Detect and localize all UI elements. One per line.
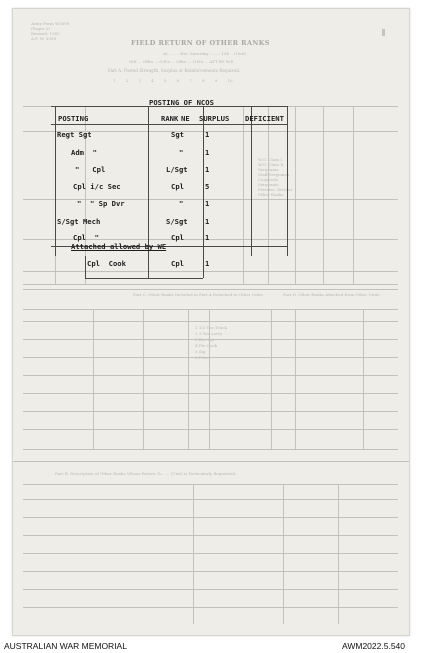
row-posting: Cpl i/c Sec bbox=[73, 182, 121, 191]
header-line-1: At ........ Hrs. Saturday ........ 194 .. (Unit) bbox=[163, 51, 246, 56]
grid-line bbox=[188, 309, 189, 449]
part-b-heading: Part B. Description of Other Ranks Whose Return To ..... (Unit) is Particularly Requested. bbox=[55, 471, 237, 476]
typed-rule bbox=[203, 256, 204, 278]
typed-rule bbox=[148, 256, 149, 278]
typed-rule bbox=[85, 278, 203, 279]
grid-line bbox=[338, 484, 339, 624]
grid-line bbox=[23, 553, 398, 554]
row-rank: " bbox=[179, 199, 184, 208]
part-a-heading: Part A. Posted Strength, Surplus or Reinforcements Required. bbox=[108, 68, 241, 73]
grid-line bbox=[23, 607, 398, 608]
typed-rule bbox=[148, 106, 149, 256]
part-c-heading: Part C. Other Ranks Included in Part A Detached to Other Units. bbox=[133, 292, 265, 297]
row-ne: 1 bbox=[205, 217, 210, 226]
archive-credit: AUSTRALIAN WAR MEMORIAL bbox=[4, 641, 127, 651]
grid-line bbox=[23, 535, 398, 536]
row-ne: 1 bbox=[205, 165, 210, 174]
row-ne: 5 bbox=[205, 182, 210, 191]
row-posting: Cpl Cook bbox=[87, 259, 126, 268]
form-title: FIELD RETURN OF OTHER RANKS bbox=[131, 39, 270, 47]
grid-line bbox=[283, 484, 284, 624]
grid-line bbox=[353, 106, 354, 284]
col-deficient: DEFICIENT bbox=[245, 114, 284, 123]
grid-line bbox=[23, 321, 398, 322]
row-ne: 1 bbox=[205, 130, 210, 139]
grid-line bbox=[23, 271, 398, 272]
grid-line bbox=[23, 339, 398, 340]
row-posting: Cpl " bbox=[73, 233, 99, 242]
typed-rule bbox=[55, 106, 56, 256]
grid-line bbox=[271, 309, 272, 449]
faint-list: 1 1/2 Ton Truck 2 3 Ton Lorry 3 Dvr Sgt 4 Pte Cook 5 Sig 6 Fitter bbox=[195, 325, 227, 360]
row-posting: " " Sp Dvr bbox=[77, 199, 125, 208]
row-ne: 1 bbox=[205, 233, 210, 242]
typed-rule bbox=[287, 106, 288, 256]
row-posting: Adm " bbox=[71, 148, 97, 157]
grid-line bbox=[23, 429, 398, 430]
grid-line bbox=[143, 309, 144, 449]
section-heading: POSTING OF NCOS bbox=[149, 98, 214, 107]
typed-rule bbox=[251, 106, 252, 256]
row-posting: Regt Sgt bbox=[57, 130, 92, 139]
typed-rule bbox=[203, 106, 204, 256]
typed-rule bbox=[85, 256, 86, 278]
grid-line bbox=[23, 289, 398, 290]
grid-line bbox=[295, 309, 296, 449]
grid-line bbox=[23, 499, 398, 500]
grid-line bbox=[23, 309, 398, 310]
grid-line bbox=[23, 484, 398, 485]
grid-line bbox=[23, 571, 398, 572]
grid-line bbox=[323, 106, 324, 284]
row-rank: Sgt bbox=[171, 130, 184, 139]
header-line-2: W.E ... Offrs ... O.R's ... Offrs ... O.R's ... ATT BY W.E. bbox=[129, 59, 235, 64]
fold-line bbox=[13, 461, 409, 462]
attached-heading: Attached allowed by WE bbox=[71, 242, 167, 251]
form-number-block: Army Form W3008 (Pages 2) Revised, 1943 A.F. W. 3008 bbox=[31, 21, 70, 41]
part-d-heading: Part D. Other Ranks Attached from Other Units. bbox=[283, 292, 381, 297]
row-posting: S/Sgt Mech bbox=[57, 217, 101, 226]
col-ne: NE bbox=[181, 114, 190, 123]
row-posting: " Cpl bbox=[75, 165, 106, 174]
grid-line bbox=[23, 411, 398, 412]
col-rank: RANK bbox=[161, 114, 179, 123]
corner-mark bbox=[382, 29, 385, 36]
row-rank: " bbox=[179, 148, 184, 157]
row-ne: 1 bbox=[205, 199, 210, 208]
grid-line bbox=[295, 106, 296, 284]
grid-line bbox=[23, 517, 398, 518]
form-sheet bbox=[12, 8, 410, 636]
row-rank: S/Sgt bbox=[166, 217, 188, 226]
grid-line bbox=[23, 589, 398, 590]
grid-line bbox=[23, 284, 398, 285]
faint-reference-text: W.O. Class I W.O. Class II Sergeants Staff Sergeants Corporals Sergeants Privates, Drivers Other Ranks bbox=[258, 157, 293, 197]
col-posting: POSTING bbox=[58, 114, 89, 123]
grid-line bbox=[243, 106, 244, 284]
col-surplus: SURPLUS bbox=[199, 114, 230, 123]
row-rank: Cpl bbox=[171, 182, 184, 191]
row-rank: Cpl bbox=[171, 259, 184, 268]
grid-line bbox=[93, 309, 94, 449]
grid-line bbox=[363, 309, 364, 449]
faint-number-row: 1 2 3 4 5 6 7 8 9 10 bbox=[113, 78, 233, 83]
row-rank: L/Sgt bbox=[166, 165, 188, 174]
row-rank: Cpl bbox=[171, 233, 184, 242]
row-ne: 1 bbox=[205, 259, 210, 268]
grid-line bbox=[23, 357, 398, 358]
grid-line bbox=[23, 393, 398, 394]
grid-line bbox=[23, 449, 398, 450]
archive-reference: AWM2022.5.540 bbox=[342, 641, 405, 651]
grid-line bbox=[23, 375, 398, 376]
row-ne: 1 bbox=[205, 148, 210, 157]
grid-line bbox=[193, 484, 194, 624]
